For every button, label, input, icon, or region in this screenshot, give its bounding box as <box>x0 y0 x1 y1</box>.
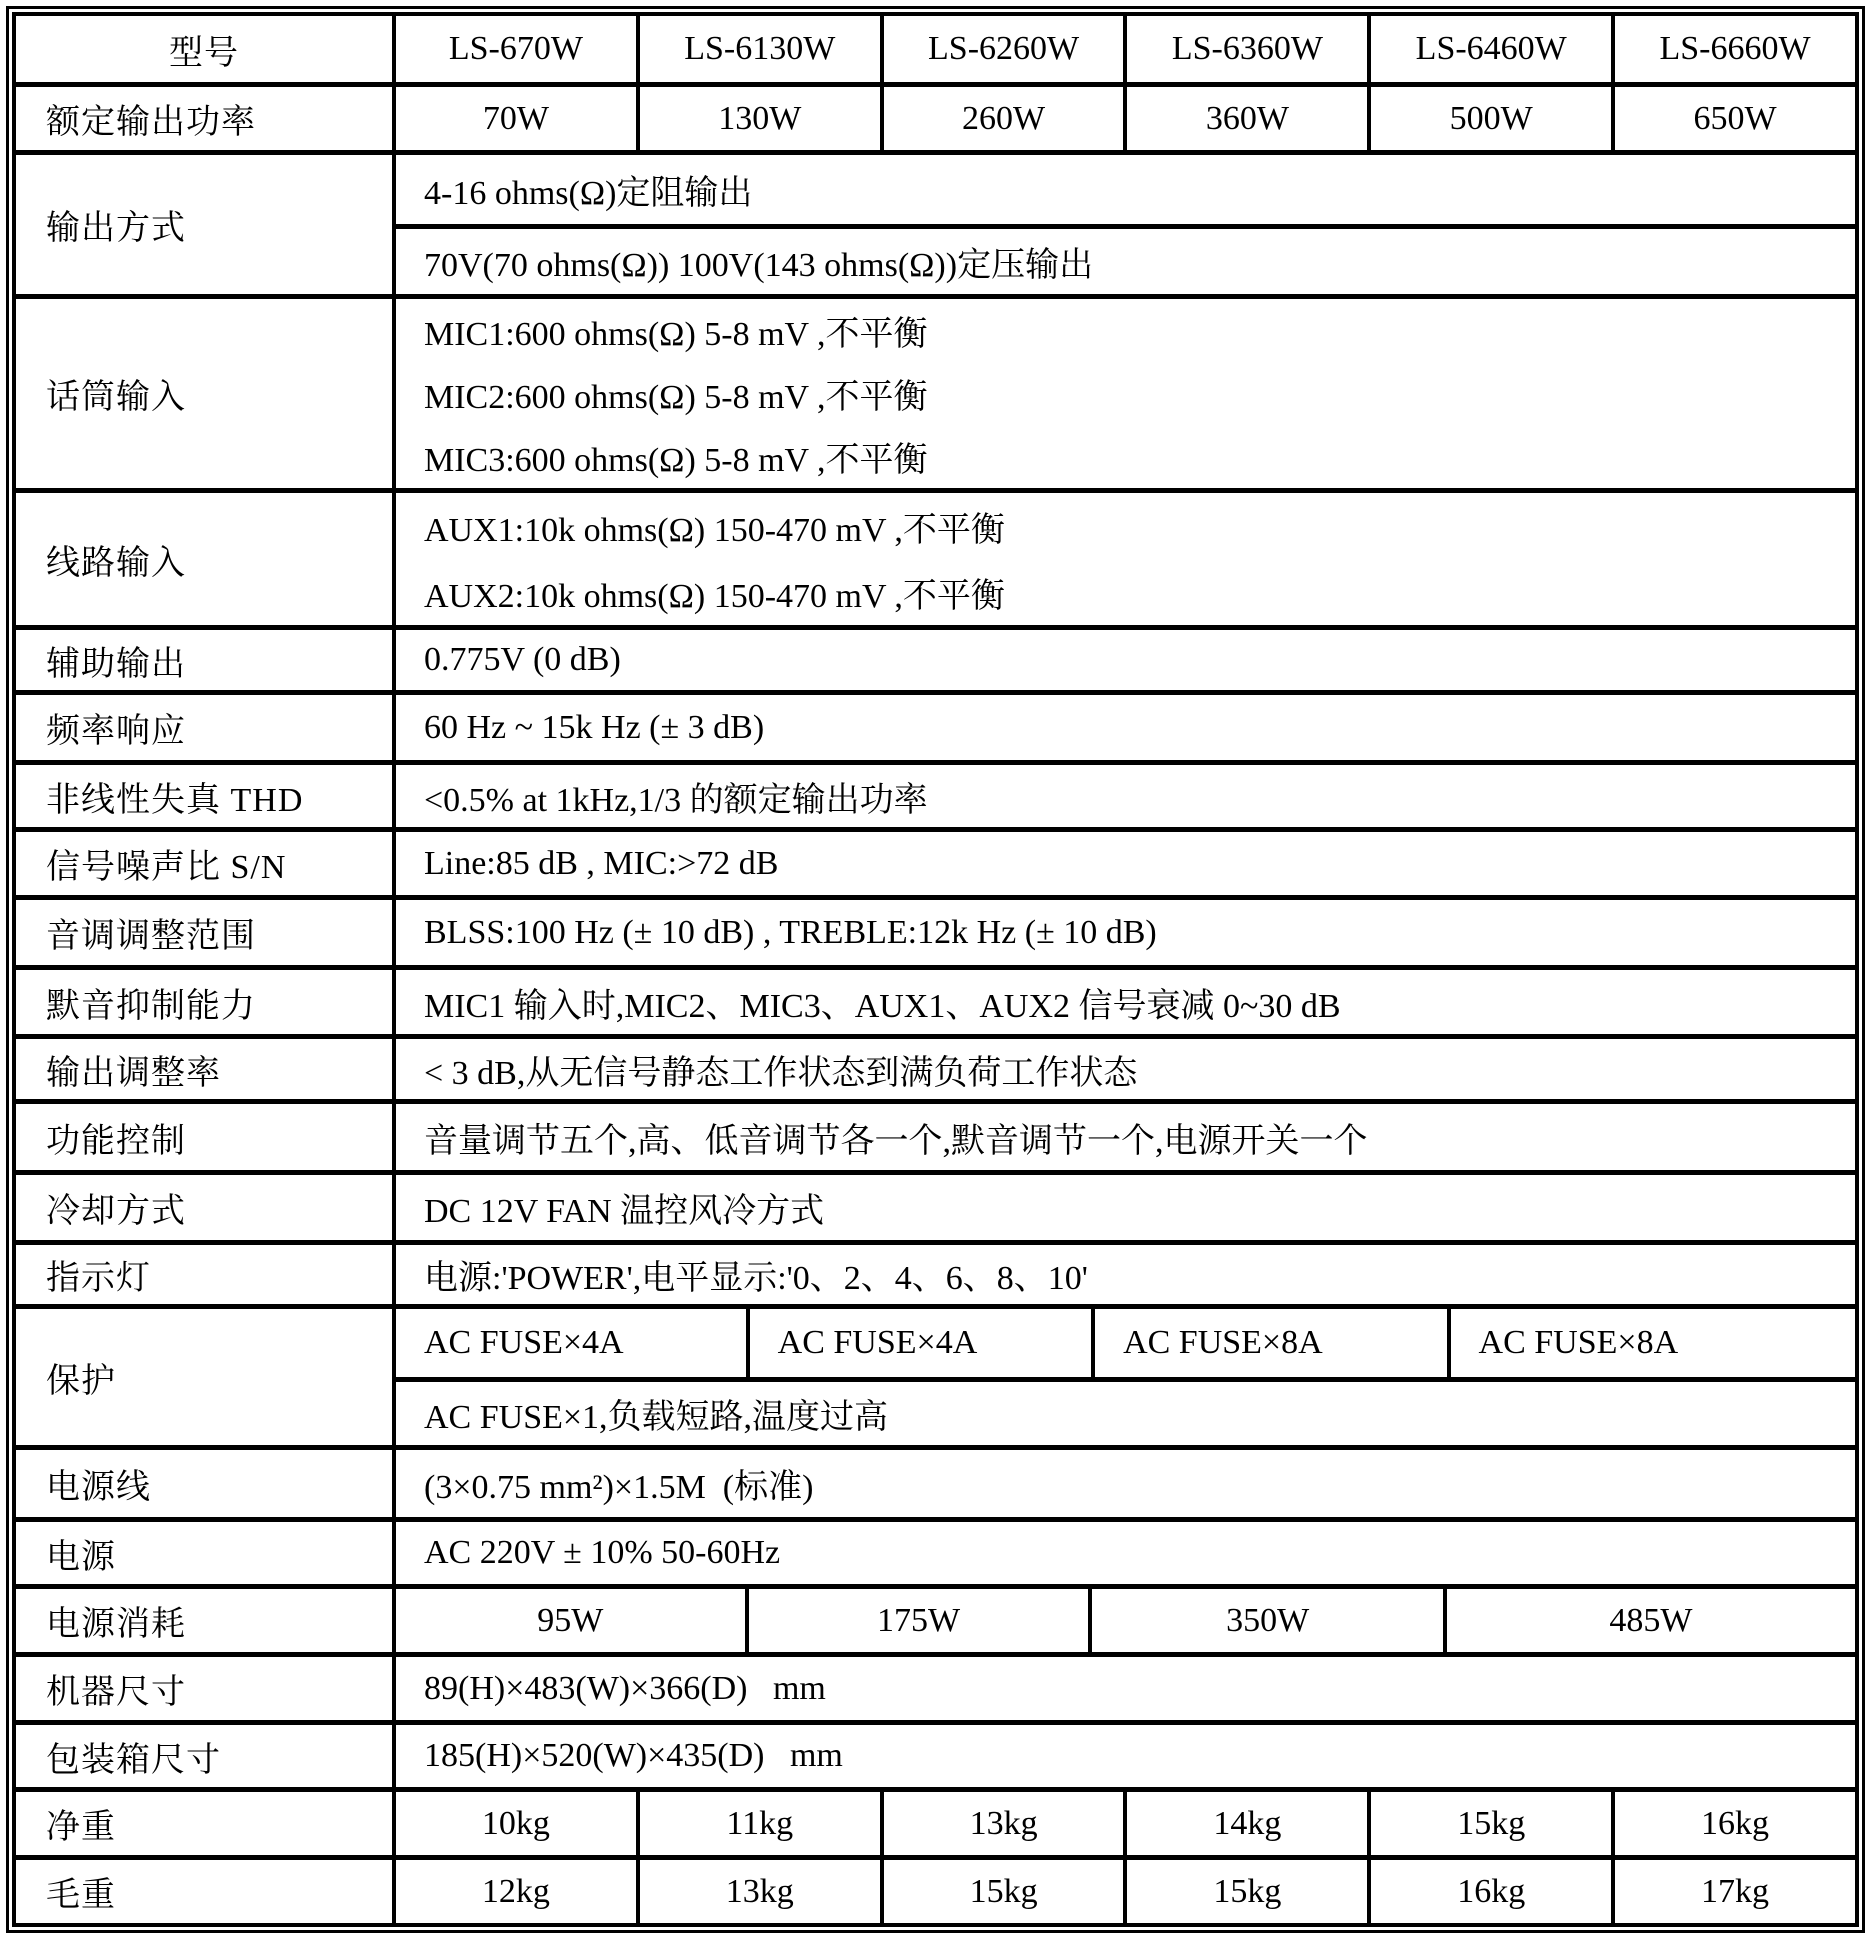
net-weight-cell-0: 10kg <box>481 1804 550 1842</box>
output-mode-sub1-value: 70V(70 ohms(Ω)) 100V(143 ohms(Ω))定压输出 <box>424 247 1094 284</box>
row-label-mic-input: 话筒输入 <box>16 299 396 488</box>
model-cell-4: LS-6460W <box>1367 16 1611 82</box>
rated-output-power-cell-5: 650W <box>1611 87 1855 150</box>
spec-table <box>12 12 1859 1927</box>
row-value-cooling <box>396 1175 1855 1240</box>
row-label-thd: 非线性失真 THD <box>16 765 396 827</box>
row-value-mic-input <box>396 299 1855 488</box>
net-weight-cell-1: 11kg <box>636 1792 880 1855</box>
gross-weight-cell-5: 17kg <box>1611 1860 1855 1923</box>
table-row-package-size <box>16 1720 1855 1787</box>
rated-output-power-cell-1: 130W <box>636 87 880 150</box>
function-control-value: 音量调节五个,高、低音调节各一个,默音调节一个,电源开关一个 <box>424 1122 1368 1160</box>
row-value-protection <box>396 1309 1855 1445</box>
indicators-value: 电源:'POWER',电平显示:'0、2、4、6、8、10' <box>424 1260 1088 1297</box>
net-weight-cell-2: 13kg <box>880 1792 1124 1855</box>
row-label-power-consumption: 电源消耗 <box>16 1589 396 1652</box>
row-value-package-size <box>396 1725 1855 1787</box>
mic-input-line-2: MIC3:600 ohms(Ω) 5-8 mV ,不平衡 <box>424 442 928 479</box>
row-value-mute-suppression <box>396 970 1855 1034</box>
table-row-aux-output <box>16 625 1855 690</box>
row-label-snr: 信号噪声比 S/N <box>16 832 396 895</box>
row-value-power-supply <box>396 1522 1855 1584</box>
row-label-line-input: 线路输入 <box>16 493 396 625</box>
table-row-tone-adjust-range <box>16 895 1855 965</box>
power-consumption-cell-0: 95W <box>537 1601 604 1639</box>
row-value-output-mode <box>396 155 1855 294</box>
row-value-model <box>396 16 1855 82</box>
output-mode-subrow-0 <box>396 155 1855 224</box>
table-row-protection <box>16 1304 1855 1445</box>
row-value-power-cord <box>396 1450 1855 1517</box>
line-input-line-1: AUX2:10k ohms(Ω) 150-470 mV ,不平衡 <box>424 577 1005 615</box>
row-label-model: 型号 <box>16 16 396 82</box>
mic-input-line-1: MIC2:600 ohms(Ω) 5-8 mV ,不平衡 <box>424 379 928 416</box>
mute-suppression-value: MIC1 输入时,MIC2、MIC3、AUX1、AUX2 信号衰减 0~30 dB <box>424 987 1341 1025</box>
thd-value: <0.5% at 1kHz,1/3 的额定输出功率 <box>424 781 928 819</box>
row-value-tone-adjust-range <box>396 900 1855 965</box>
net-weight-cell-3: 14kg <box>1123 1792 1367 1855</box>
table-row-rated-output-power <box>16 82 1855 150</box>
table-row-power-supply <box>16 1517 1855 1584</box>
model-cell-2: LS-6260W <box>880 16 1124 82</box>
tone-adjust-range-value: BLSS:100 Hz (± 10 dB) , TREBLE:12k Hz (± 10 dB) <box>424 913 1157 951</box>
table-row-mic-input <box>16 294 1855 488</box>
row-value-machine-size <box>396 1657 1855 1720</box>
package-size-value: 185(H)×520(W)×435(D) mm <box>424 1737 843 1774</box>
protection-sub0-cell-0: AC FUSE×4A <box>424 1324 624 1361</box>
rated-output-power-cell-0: 70W <box>482 99 549 137</box>
row-label-frequency-response: 频率响应 <box>16 695 396 760</box>
model-cell-1: LS-6130W <box>636 16 880 82</box>
power-consumption-cell-3: 485W <box>1443 1589 1855 1652</box>
table-row-function-control <box>16 1099 1855 1170</box>
row-label-package-size: 包装箱尺寸 <box>16 1725 396 1787</box>
row-value-aux-output <box>396 630 1855 690</box>
net-weight-cell-4: 15kg <box>1367 1792 1611 1855</box>
table-row-gross-weight <box>16 1855 1855 1923</box>
row-label-aux-output: 辅助输出 <box>16 630 396 690</box>
rated-output-power-cell-3: 360W <box>1123 87 1367 150</box>
row-value-frequency-response <box>396 695 1855 760</box>
row-label-machine-size: 机器尺寸 <box>16 1657 396 1720</box>
row-label-mute-suppression: 默音抑制能力 <box>16 970 396 1034</box>
row-label-cooling: 冷却方式 <box>16 1175 396 1240</box>
protection-sub0-cell-1: AC FUSE×4A <box>746 1309 1091 1377</box>
power-consumption-cell-2: 350W <box>1088 1589 1443 1652</box>
row-label-output-mode: 输出方式 <box>16 155 396 294</box>
rated-output-power-cell-4: 500W <box>1367 87 1611 150</box>
spec-table-outer-border <box>6 6 1865 1933</box>
table-row-power-consumption <box>16 1584 1855 1652</box>
row-label-tone-adjust-range: 音调调整范围 <box>16 900 396 965</box>
output-regulation-value: < 3 dB,从无信号静态工作状态到满负荷工作状态 <box>424 1054 1138 1092</box>
row-label-output-regulation: 输出调整率 <box>16 1039 396 1099</box>
table-row-machine-size <box>16 1652 1855 1720</box>
protection-sub0-cell-3: AC FUSE×8A <box>1447 1309 1855 1377</box>
protection-subrow-1 <box>396 1377 1855 1445</box>
snr-value: Line:85 dB , MIC:>72 dB <box>424 844 779 882</box>
table-row-indicators <box>16 1240 1855 1304</box>
row-label-power-cord: 电源线 <box>16 1450 396 1517</box>
net-weight-cell-5: 16kg <box>1611 1792 1855 1855</box>
protection-sub0-cell-2: AC FUSE×8A <box>1091 1309 1446 1377</box>
row-value-rated-output-power <box>396 87 1855 150</box>
row-label-protection: 保护 <box>16 1309 396 1445</box>
gross-weight-cell-3: 15kg <box>1123 1860 1367 1923</box>
gross-weight-cell-4: 16kg <box>1367 1860 1611 1923</box>
power-consumption-cell-1: 175W <box>745 1589 1089 1652</box>
gross-weight-cell-2: 15kg <box>880 1860 1124 1923</box>
row-value-net-weight <box>396 1792 1855 1855</box>
row-value-function-control <box>396 1104 1855 1170</box>
row-value-power-consumption <box>396 1589 1855 1652</box>
protection-subrow-0 <box>396 1309 1855 1377</box>
table-row-output-mode <box>16 150 1855 294</box>
table-row-power-cord <box>16 1445 1855 1517</box>
output-mode-subrow-1 <box>396 224 1855 294</box>
row-label-net-weight: 净重 <box>16 1792 396 1855</box>
protection-sub1-value: AC FUSE×1,负载短路,温度过高 <box>424 1399 889 1436</box>
cooling-value: DC 12V FAN 温控风冷方式 <box>424 1193 825 1230</box>
model-cell-3: LS-6360W <box>1123 16 1367 82</box>
row-value-gross-weight <box>396 1860 1855 1923</box>
rated-output-power-cell-2: 260W <box>880 87 1124 150</box>
table-row-model <box>16 16 1855 82</box>
table-row-thd <box>16 760 1855 827</box>
spec-table-body <box>16 16 1855 1923</box>
model-cell-0: LS-670W <box>448 30 583 67</box>
table-row-snr <box>16 827 1855 895</box>
gross-weight-cell-1: 13kg <box>636 1860 880 1923</box>
mic-input-line-0: MIC1:600 ohms(Ω) 5-8 mV ,不平衡 <box>424 316 928 353</box>
row-value-indicators <box>396 1245 1855 1304</box>
model-cell-5: LS-6660W <box>1611 16 1855 82</box>
table-row-net-weight <box>16 1787 1855 1855</box>
table-row-cooling <box>16 1170 1855 1240</box>
table-row-line-input <box>16 488 1855 625</box>
gross-weight-cell-0: 12kg <box>481 1872 550 1910</box>
row-value-output-regulation <box>396 1039 1855 1099</box>
row-label-power-supply: 电源 <box>16 1522 396 1584</box>
table-row-output-regulation <box>16 1034 1855 1099</box>
row-label-gross-weight: 毛重 <box>16 1860 396 1923</box>
output-mode-sub0-value: 4-16 ohms(Ω)定阻输出 <box>424 175 753 212</box>
row-value-line-input <box>396 493 1855 625</box>
frequency-response-value: 60 Hz ~ 15k Hz (± 3 dB) <box>424 708 765 746</box>
row-value-snr <box>396 832 1855 895</box>
power-cord-value: (3×0.75 mm²)×1.5M (标准) <box>424 1469 814 1506</box>
line-input-line-0: AUX1:10k ohms(Ω) 150-470 mV ,不平衡 <box>424 511 1005 549</box>
row-label-rated-output-power: 额定输出功率 <box>16 87 396 150</box>
table-row-frequency-response <box>16 690 1855 760</box>
machine-size-value: 89(H)×483(W)×366(D) mm <box>424 1669 826 1707</box>
row-label-indicators: 指示灯 <box>16 1245 396 1304</box>
power-supply-value: AC 220V ± 10% 50-60Hz <box>424 1534 781 1571</box>
row-value-thd <box>396 765 1855 827</box>
row-label-function-control: 功能控制 <box>16 1104 396 1170</box>
aux-output-value: 0.775V (0 dB) <box>424 641 621 678</box>
table-row-mute-suppression <box>16 965 1855 1034</box>
